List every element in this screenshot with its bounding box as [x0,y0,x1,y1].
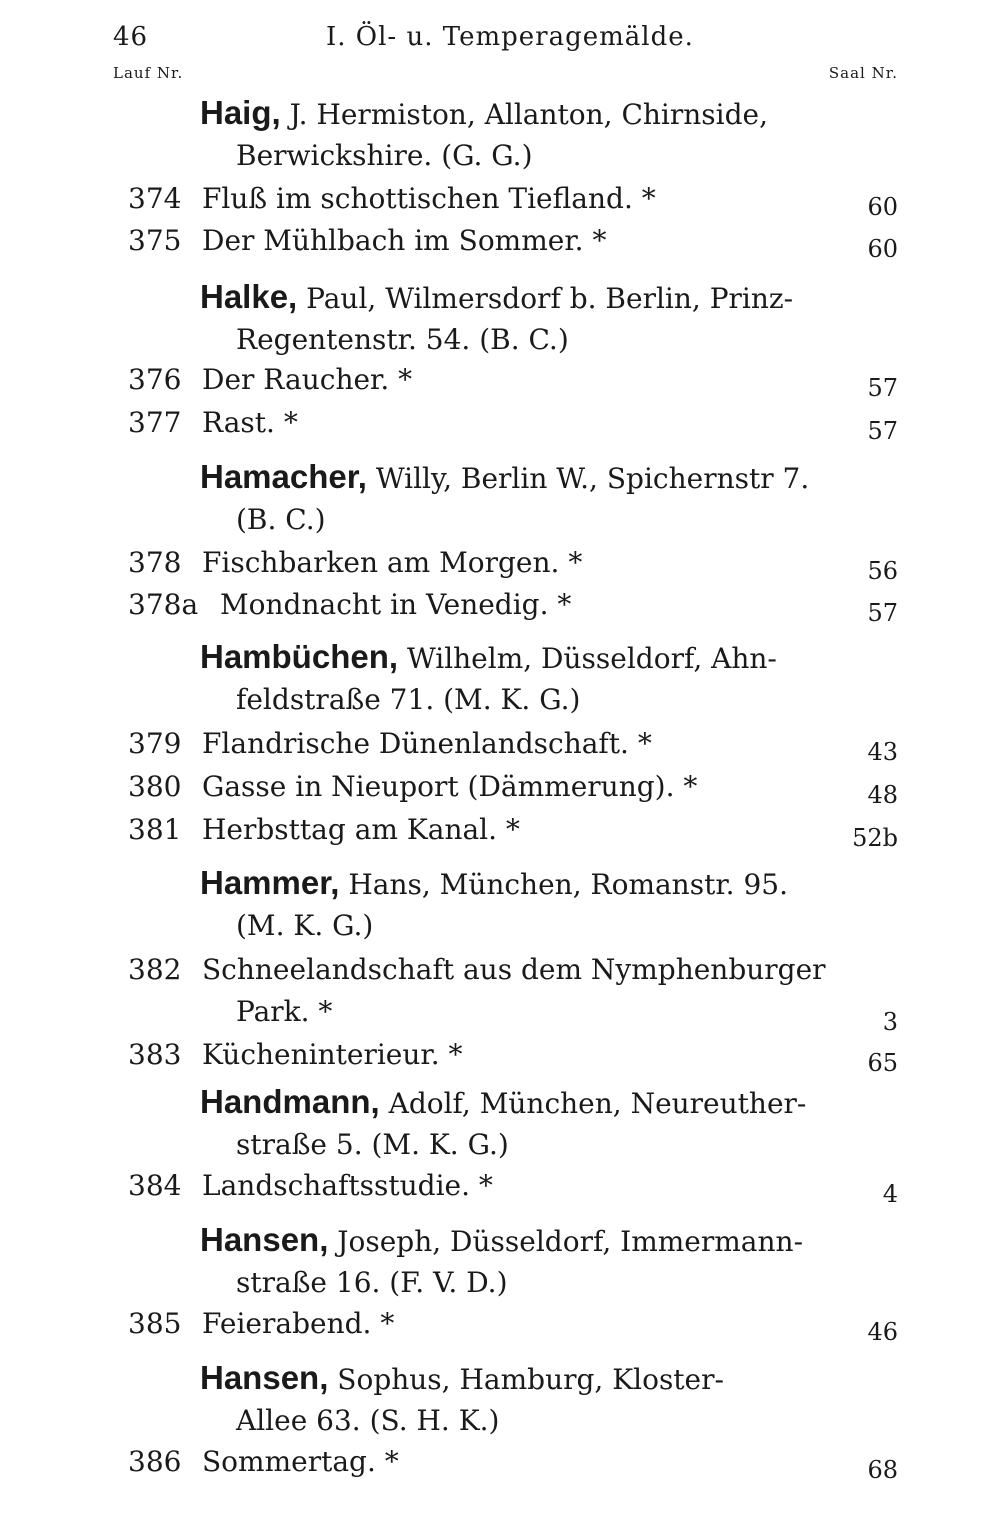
room-number: 65 [867,1049,898,1077]
catalog-number: 378a [128,588,199,621]
work-title: Fluß im schottischen Tiefland. * [202,182,656,215]
artist-details-continuation: Berwickshire. (G. G.) [236,139,533,172]
running-number-column-label: Lauf Nr. [113,64,184,82]
artist-details: J. Hermiston, Allanton, Chirnside, [289,98,768,131]
work-title: Mondnacht in Venedig. * [220,588,572,621]
room-number: 4 [882,1180,898,1208]
artist-details-continuation: (M. K. G.) [236,909,374,942]
room-number: 57 [867,599,898,627]
artist-details-continuation: straße 5. (M. K. G.) [236,1128,509,1161]
room-number: 57 [867,374,898,402]
catalog-entry [128,1303,898,1345]
artist-details: Wilhelm, Düsseldorf, Ahn- [406,642,777,675]
catalog-entry [128,178,898,220]
work-title: Kücheninterieur. * [202,1038,463,1071]
catalog-number: 381 [128,813,182,846]
room-number: 52b [852,824,898,852]
work-title: Herbsttag am Kanal. * [202,813,520,846]
artist-entry [200,1219,850,1303]
artist-name: Hammer, [200,864,340,901]
work-title: Der Mühlbach im Sommer. * [202,224,607,257]
artist-name: Hansen, [200,1359,329,1396]
artist-entry [200,1081,850,1165]
catalog-number: 386 [128,1445,182,1478]
room-number: 56 [867,557,898,585]
catalog-number: 380 [128,770,182,803]
room-number: 43 [867,738,898,766]
artist-details: Hans, München, Romanstr. 95. [348,868,788,901]
page-title: I. Öl- u. Temperagemälde. [326,22,694,52]
catalog-entry [128,584,898,626]
artist-details-continuation: straße 16. (F. V. D.) [236,1266,508,1299]
artist-name: Handmann, [200,1083,380,1120]
artist-details-continuation: (B. C.) [236,503,326,536]
artist-entry [200,1357,850,1441]
artist-details-continuation: Allee 63. (S. H. K.) [236,1404,500,1437]
page-number: 46 [113,22,149,52]
work-title: Feierabend. * [202,1307,395,1340]
artist-entry [200,276,850,360]
catalog-number: 374 [128,182,182,215]
catalog-entry [128,1034,898,1076]
catalog-entry [128,1441,898,1483]
catalog-number: 378 [128,546,182,579]
room-number: 68 [867,1456,898,1484]
work-title: Sommertag. * [202,1445,399,1478]
catalog-entry [128,766,898,808]
catalog-number: 379 [128,727,182,760]
room-number-column-label: Saal Nr. [828,64,898,82]
artist-name: Hambüchen, [200,638,399,675]
work-title: Flandrische Dünenlandschaft. * [202,727,652,760]
room-number: 48 [867,781,898,809]
catalog-entry [128,220,898,262]
work-title: Fischbarken am Morgen. * [202,546,583,579]
catalog-number: 376 [128,363,182,396]
catalog-number: 383 [128,1038,182,1071]
artist-name: Hansen, [200,1221,329,1258]
artist-details-continuation: feldstraße 71. (M. K. G.) [236,683,581,716]
artist-entry [200,456,850,540]
work-title-continuation: Park. * [236,995,333,1028]
room-number: 60 [867,235,898,263]
artist-details: Adolf, München, Neureuther- [388,1087,807,1120]
catalog-number: 382 [128,953,182,986]
room-number: 46 [867,1318,898,1346]
work-title: Gasse in Nieuport (Dämmerung). * [202,770,698,803]
catalog-entry [128,1165,898,1207]
catalog-entry [128,542,898,584]
room-number: 60 [867,193,898,221]
artist-details: Willy, Berlin W., Spichernstr 7. [375,462,810,495]
artist-details: Paul, Wilmersdorf b. Berlin, Prinz- [306,282,794,315]
artist-entry [200,862,850,946]
catalog-number: 375 [128,224,182,257]
catalog-entry [128,359,898,401]
catalog-entry [128,809,898,851]
catalog-number: 377 [128,406,182,439]
artist-name: Haig, [200,94,281,131]
work-title: Der Raucher. * [202,363,413,396]
room-number: 3 [882,1008,898,1036]
catalog-entry [128,723,898,765]
catalog-number: 385 [128,1307,182,1340]
artist-name: Halke, [200,278,298,315]
artist-details: Joseph, Düsseldorf, Immermann- [337,1225,804,1258]
artist-entry [200,92,850,176]
artist-entry [200,636,850,720]
room-number: 57 [867,417,898,445]
catalog-entry [128,402,898,444]
artist-details: Sophus, Hamburg, Kloster- [337,1363,724,1396]
artist-name: Hamacher, [200,458,367,495]
artist-details-continuation: Regentenstr. 54. (B. C.) [236,323,569,356]
work-title: Rast. * [202,406,298,439]
catalog-number: 384 [128,1169,182,1202]
catalog-entry [128,949,898,1035]
work-title: Landschaftsstudie. * [202,1169,493,1202]
work-title: Schneelandschaft aus dem Nymphenburger [202,953,826,986]
